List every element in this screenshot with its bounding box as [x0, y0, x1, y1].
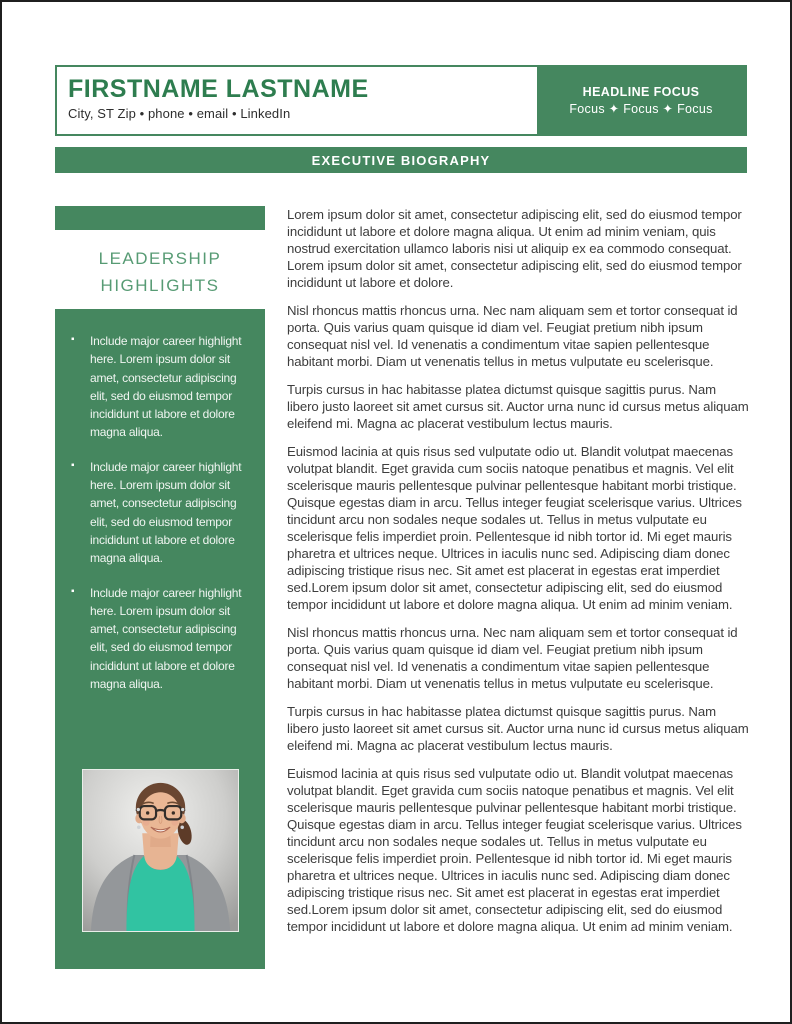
sidebar-heading: [55, 245, 265, 299]
paragraph: Nisl rhoncus mattis rhoncus urna. Nec nam aliquam sem et tortor consequat id porta. Quis varius quam quisque id diam vel. Feugiat pretium nibh ipsum consequat nisl vel. Id venenatis a condimentum vitae sapien pellentesque habitant morbi. Diam ut venenatis tellus in metus vulputate eu scelerisque.: [287, 625, 738, 691]
paragraph: Nisl rhoncus mattis rhoncus urna. Nec nam aliquam sem et tortor consequat id porta. Quis varius quam quisque id diam vel. Feugiat pretium nibh ipsum consequat nisl vel. Id venenatis a condimentum vitae sapien pellentesque habitant morbi. Diam ut venenatis tellus in metus vulputate eu scelerisque.: [287, 303, 738, 369]
contact-line: City, ST Zip • phone • email • LinkedIn: [68, 106, 291, 121]
paragraph: Turpis cursus in hac habitasse platea dictumst quisque sagittis purus. Nam libero justo laoreet sit amet cursus sit. Auctor urna nunc id cursus metus aliquam eleifend mi. Magna ac placerat vestibulum lectus mauris.: [287, 382, 749, 431]
portrait-illustration: [83, 770, 238, 931]
highlight-item: ▪ Include major career highlight here. Lorem ipsum dolor sit amet, consectetur adipiscing elit, sed do eiusmod tempor incididunt ut labore et dolore magna aliqua.: [55, 584, 257, 694]
paragraph: Turpis cursus in hac habitasse platea dictumst quisque sagittis purus. Nam libero justo laoreet sit amet cursus sit. Auctor urna nunc id cursus metus aliquam eleifend mi. Magna ac placerat vestibulum lectus mauris.: [287, 704, 749, 753]
headline-focus-box: [537, 67, 745, 134]
highlights-list: [55, 332, 257, 693]
paragraph: Euismod lacinia at quis risus sed vulputate odio ut. Blandit volutpat maecenas volutpat blandit. Eget gravida cum sociis natoque penatibus et magnis. Vel elit scelerisque mauris pellentesque pulvinar pellentesque habitant morbi tristique. Quisque egestas diam in arcu. Tellus integer feugiat scelerisque varius. Ultrices tincidunt arcu non sodales neque sodales ut. Tellus in metus vulputate eu scelerisque felis imperdiet proin. Pellentesque id nibh tortor id. Mi eget mauris pharetra et ultrices neque. Ultrices in iaculis nunc sed. Adipiscing diam donec adipiscing tristique risus nec. Sit amet est placerat in egestas erat imperdiet sed.Lorem ipsum dolor sit amet, consectetur adipiscing elit, sed do eiusmod tempor incididunt ut labore et dolore magna aliqua. Ut enim ad minim veniam.: [287, 766, 742, 934]
sidebar-heading-line2: HIGHLIGHTS: [100, 276, 220, 295]
header-box: [55, 65, 747, 136]
biography-body: [287, 206, 749, 946]
header-identity: [57, 67, 537, 134]
section-banner: [55, 147, 747, 173]
person-name: FIRSTNAME LASTNAME: [68, 75, 369, 103]
highlight-item: ▪ Include major career highlight here. Lorem ipsum dolor sit amet, consectetur adipiscing elit, sed do eiusmod tempor incididunt ut labore et dolore magna aliqua.: [55, 458, 257, 568]
sidebar-highlights-box: [55, 309, 265, 969]
paragraph: Lorem ipsum dolor sit amet, consectetur adipiscing elit, sed do eiusmod tempor incididunt ut labore et dolore magna aliqua. Ut enim ad minim veniam, quis nostrud exercitation ullamco laboris nisi ut aliquip ex ea commodo consequat. Lorem ipsum dolor sit amet, consectetur adipiscing elit, sed do eiusmod tempor incididunt ut labore et dolore.: [287, 207, 742, 290]
headline-focus-line: Focus ✦ Focus ✦ Focus: [569, 102, 713, 116]
sidebar-heading-line1: LEADERSHIP: [98, 249, 222, 268]
paragraph: Euismod lacinia at quis risus sed vulputate odio ut. Blandit volutpat maecenas volutpat blandit. Eget gravida cum sociis natoque penatibus et magnis. Vel elit scelerisque mauris pellentesque pulvinar pellentesque habitant morbi tristique. Quisque egestas diam in arcu. Tellus integer feugiat scelerisque varius. Ultrices tincidunt arcu non sodales neque sodales ut. Tellus in metus vulputate eu scelerisque felis imperdiet proin. Pellentesque id nibh tortor id. Mi eget mauris pharetra et ultrices neque. Ultrices in iaculis nunc sed. Adipiscing diam donec adipiscing tristique risus nec. Sit amet est placerat in egestas erat imperdiet sed.Lorem ipsum dolor sit amet, consectetur adipiscing elit, sed do eiusmod tempor incididunt ut labore et dolore magna aliqua. Ut enim ad minim veniam.: [287, 444, 742, 612]
highlight-item: ▪ Include major career highlight here. Lorem ipsum dolor sit amet, consectetur adipiscing elit, sed do eiusmod tempor incididunt ut labore et dolore magna aliqua.: [55, 332, 257, 442]
section-banner-title: EXECUTIVE BIOGRAPHY: [311, 152, 491, 168]
portrait-photo: [82, 769, 239, 932]
headline-title: HEADLINE FOCUS: [582, 85, 700, 99]
sidebar-accent-bar: [55, 206, 265, 230]
